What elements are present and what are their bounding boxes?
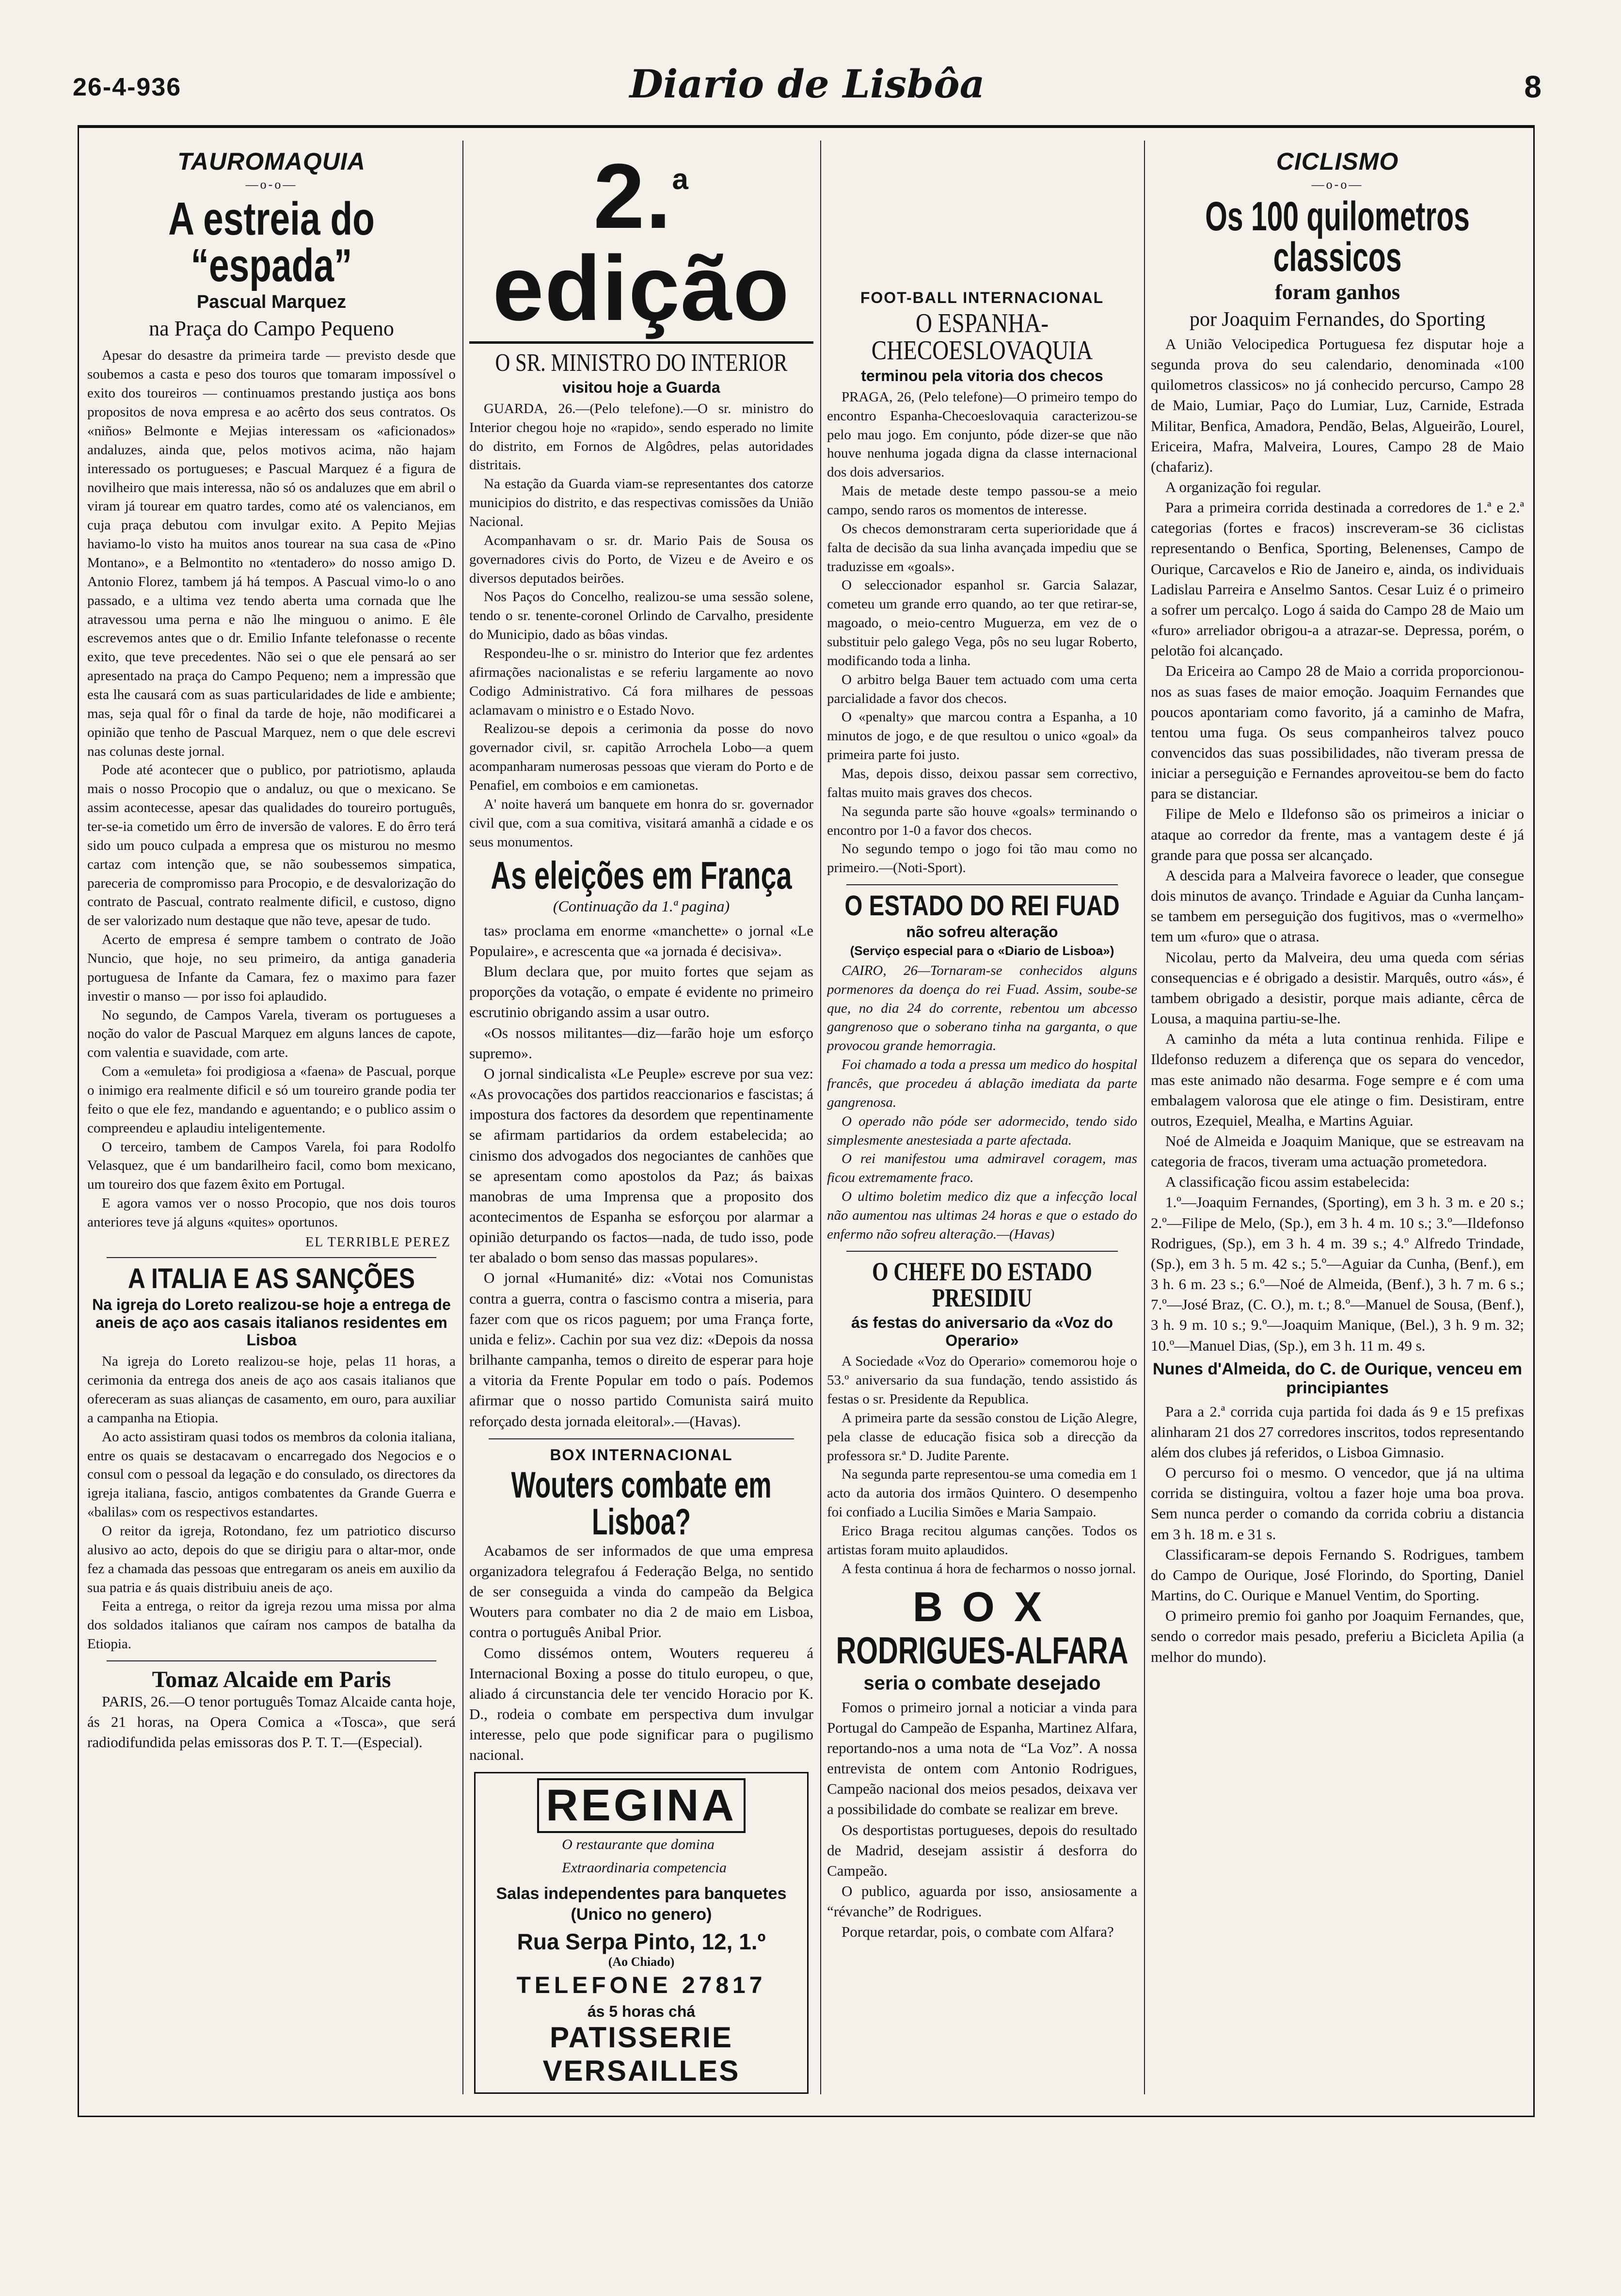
deck-italia: Na igreja do Loreto realizou-se hoje a entrega de aneis de aço aos casais italianos residentes em Lisboa bbox=[92, 1295, 451, 1349]
paragraph: Blum declara que, por muito fortes que sejam as proporções da votação, o empate é evidente no primeiro escrutinio obrigando assim a usar outro. bbox=[469, 963, 813, 1021]
headline-franca: As eleições em França bbox=[491, 854, 792, 897]
spacer bbox=[827, 141, 1137, 286]
paragraph: Respondeu-lhe o sr. ministro do Interior que fez ardentes afirmações nacionalistas e se referiu largamente ao novo Codigo Administrativo. Cá fora milhares de pessoas aclamavam o ministro e o Estado Novo. bbox=[469, 645, 813, 718]
paragraph: O percurso foi o mesmo. O vencedor, que já na ultima corrida se distinguira, voltou a fazer hoje uma boa prova. Sem nunca perder o comando da corrida cobriu a distancia em 3 h. 18 m. e 31 s. bbox=[1151, 1464, 1524, 1543]
paragraph: Na segunda parte representou-se uma comedia em 1 acto da autoria dos irmãos Quintero. O desempenho foi confiado a Lucilia Simões e Maria Sampaio. bbox=[827, 1467, 1137, 1520]
article-espanha bbox=[827, 388, 1137, 877]
paragraph: O seleccionador espanhol sr. Garcia Salazar, cometeu um grande erro quando, ao ter que retirar-se, magoado, o meio-centro Muguerza, em vez de o substituir pelo galego Vega, pôs no seu lugar Roberto, modificando toda a linha. bbox=[827, 577, 1137, 669]
paragraph: A primeira parte da sessão constou de Lição Alegre, pela classe de educação fisica sob a direcção da professora sr.ª D. Judite Parente. bbox=[827, 1410, 1137, 1464]
separator bbox=[846, 1251, 1118, 1252]
paragraph: A organização foi regular. bbox=[1165, 478, 1321, 495]
paragraph: Noé de Almeida e Joaquim Manique, que se estreavam na categoria de fracos, tiveram uma actuação prometedora. bbox=[1151, 1132, 1524, 1170]
ad-address: Rua Serpa Pinto, 12, 1.º bbox=[517, 1929, 766, 1955]
paragraph: A descida para a Malveira favorece o leader, que consegue dois minutos de avanço. Trindade e Aguiar da Cunha lançam-se tambem em perseguição dos fugitivos, mas o «vermelho» tem um «furo» que o atrasa. bbox=[1151, 866, 1524, 945]
paragraph: Para a 2.ª corrida cuja partida foi dada ás 9 e 15 prefixas alinharam 21 dos 27 corredores inscritos, todos representando além dos clubes já referidos, o Lisboa Gimnasio. bbox=[1151, 1403, 1524, 1461]
kicker-football: FOOT-BALL INTERNACIONAL bbox=[860, 289, 1104, 306]
paragraph: Nicolau, perto da Malveira, deu uma queda com sérias consequencias e é obrigado a desistir. Marquês, outro «ás», é tambem obrigado a desistir, porque mais adiante, cêrca de Lousa, a maquina partiu-se-lhe. bbox=[1151, 948, 1524, 1027]
ad-brand: REGINA bbox=[537, 1778, 746, 1833]
column-divider bbox=[1144, 141, 1145, 2094]
paragraph: Classificaram-se depois Fernando S. Rodrigues, tambem do Campo de Ourique, José Florindo, do Sporting, Daniel Martins, do C. Ourique e Manuel Ventim, do Sporting. bbox=[1151, 1546, 1524, 1604]
paragraph: No segundo, de Campos Varela, tiveram os portugueses a noção do valor de Pascual Marquez em alguns lances de capote, com valentia e suavidade, com arte. bbox=[87, 1007, 456, 1061]
paragraph: Da Ericeira ao Campo 28 de Maio a corrida proporcionou-nos as suas fases de maior emoção. Joaquim Fernandes que poucos apontariam como favorito, já a caminho de Mafra, tentou uma fuga. Os seus companheiros talvez pouco convencidos das suas possibilidades, não tiveram pressa de iniciar a perseguição e Fernandes aproveitou-se bem do facto para se distanciar. bbox=[1151, 662, 1524, 802]
article-principiantes bbox=[1151, 1402, 1524, 1667]
paragraph: O publico, aguarda por isso, ansiosamente a “révanche” de Rodrigues. bbox=[827, 1882, 1137, 1920]
masthead-title: Diario de Lisbôa bbox=[629, 61, 985, 107]
deck-vencedor: por Joaquim Fernandes, do Sporting bbox=[1189, 308, 1486, 331]
paragraph: Erico Braga recitou algumas canções. Todos os artistas foram muito aplaudidos. bbox=[827, 1523, 1137, 1558]
paragraph: Acerto de empresa é sempre tambem o contrato de João Nuncio, que hoje, no seu primeiro, da antiga ganaderia portuguesa de Infante da Camara, fez o maximo para fazer investir o manso — por isso foi aplaudido. bbox=[87, 932, 456, 1004]
box-heading: BOX bbox=[912, 1583, 1062, 1630]
ad-phone: TELEFONE 27817 bbox=[516, 1973, 766, 1999]
headline-espanha: O ESPANHA-CHECOESLOVAQUIA bbox=[871, 308, 1093, 366]
issue-date: 26-4-936 bbox=[73, 73, 182, 101]
column-divider bbox=[462, 141, 463, 2094]
ad-district: (Ao Chiado) bbox=[608, 1955, 675, 1969]
separator bbox=[469, 341, 813, 344]
deck-ministro: visitou hoje a Guarda bbox=[562, 379, 720, 396]
ornament: —o-o— bbox=[1311, 177, 1364, 191]
edition-number: 2. bbox=[593, 145, 672, 248]
paragraph: Acompanhavam o sr. dr. Mario Pais de Sousa os governadores civis do Porto, de Vizeu e de Aveiro e os diversos deputados beirões. bbox=[469, 532, 813, 586]
section-label: TAUROMAQUIA bbox=[177, 148, 366, 175]
paragraph: CAIRO, 26—Tornaram-se conhecidos alguns pormenores da doença do rei Fuad. Assim, soube-se que, no dia 24 do corrente, rebentou um abcesso gangrenoso que o soberano tinha na garganta, o que provocou grande hemorragia. bbox=[827, 962, 1137, 1054]
ornament: —o-o— bbox=[245, 177, 298, 191]
paragraph: Mais de metade deste tempo passou-se a meio campo, sendo raros os momentos de interesse. bbox=[827, 483, 1137, 518]
paragraph: tas» proclama em enorme «manchette» o jornal «Le Populaire», e acrescenta que «a jornada é decisiva». bbox=[469, 922, 813, 959]
paragraph: Como dissémos ontem, Wouters requereu á Internacional Boxing a posse do titulo europeu, o que, aliado á circunstancia dele ter vencido Horacio por K. D., rodeia o combate em perspectiva dum invulgar interesse, pelo que pode significar para o pugilismo nacional. bbox=[469, 1644, 813, 1764]
paragraph: Porque retardar, pois, o combate com Alfara? bbox=[842, 1923, 1114, 1941]
paragraph: Acabamos de ser informados de que uma empresa organizadora telegrafou á Federação Belga, no sentido de ser conseguida a vinda do campeão da Belgica Wouters para combater no dia 2 de maio em Lisboa, contra o português Anibal Prior. bbox=[469, 1542, 813, 1641]
article-alfara bbox=[827, 1697, 1137, 1943]
paragraph: O terceiro, tambem de Campos Varela, foi para Rodolfo Velasquez, que é um bandarilheiro facil, como bom mexicano, um toureiro dos que fazem êxito em Portugal. bbox=[87, 1139, 456, 1193]
headline-estreia: A estreia do “espada” bbox=[168, 193, 375, 291]
headline-ciclismo: Os 100 quilometros classicos bbox=[1205, 193, 1470, 280]
deck-campo-pequeno: na Praça do Campo Pequeno bbox=[149, 316, 394, 340]
headline-fuad: O ESTADO DO REI FUAD bbox=[844, 890, 1120, 922]
subhead-marquez: Pascual Marquez bbox=[196, 292, 347, 312]
deck-ganhos: foram ganhos bbox=[1275, 280, 1400, 304]
signature: EL TERRIBLE PEREZ bbox=[305, 1234, 451, 1250]
paragraph: Realizou-se depois a cerimonia da posse do novo governador civil, sr. capitão Arrochela Lobo—a quem acompanharam numerosas pessoas que vieram do Porto e de Penafiel, em comboios e em camionetas. bbox=[469, 721, 813, 793]
kicker-box: BOX INTERNACIONAL bbox=[550, 1446, 733, 1464]
paragraph: E agora vamos ver o nosso Procopio, que nos dois touros anteriores teve já alguns «quites» oportunos. bbox=[87, 1196, 456, 1230]
ad-tagline: Extraordinaria competencia bbox=[562, 1860, 727, 1876]
separator bbox=[107, 1660, 436, 1661]
headline-chefe-estado: O CHEFE DO ESTADO PRESIDIU bbox=[872, 1257, 1093, 1312]
paragraph: PARIS, 26.—O tenor português Tomaz Alcaide canta hoje, ás 21 horas, na Opera Comica a «Tosca», que será radiodifundida pelas emissoras dos P. T. T.—(Especial). bbox=[87, 1693, 456, 1751]
paragraph: O jornal «Humanité» diz: «Votai nos Comunistas contra a guerra, contra o fascismo contra a miseria, para fazer com que os ricos paguem; por uma França forte, unida e feliz». Cachin por sua vez diz: «Depois da nossa brilhante campanha, temos o direito de esperar para hoje a vitoria da Frente Popular em todo o país. Podemos afirmar que o nosso partido Comunista sairá muito reforçado desta jornada eleitoral».—(Havas). bbox=[469, 1269, 813, 1430]
column-divider bbox=[820, 141, 821, 2094]
paragraph: Fomos o primeiro jornal a noticiar a vinda para Portugal do Campeão de Espanha, Martinez Alfara, reportando-nos a uma nota de “La Voz”. A nossa entrevista de ontem com Antonio Rodrigues, Campeão nacional dos meios pesados, deixava ver a possibilidade do combate se realizar em breve. bbox=[827, 1698, 1137, 1818]
paragraph: Mas, depois disso, deixou passar sem correctivo, faltas muito mais graves dos checos. bbox=[827, 765, 1137, 800]
paragraph: O primeiro premio foi ganho por Joaquim Fernandes, que, sendo o corredor mais pesado, preferiu a Bicicleta Apilia (a melhor do mundo). bbox=[1151, 1607, 1524, 1665]
deck-fuad: não sofreu alteração bbox=[906, 923, 1058, 941]
article-ministro bbox=[469, 399, 813, 852]
column-ciclismo bbox=[1151, 141, 1524, 2094]
paragraph: A Sociedade «Voz do Operario» comemorou hoje o 53.º aniversario da sua fundação, tendo assistido ás festas o sr. Presidente da Republica. bbox=[827, 1354, 1137, 1407]
article-italia bbox=[87, 1352, 456, 1654]
section-label: CICLISMO bbox=[1276, 148, 1399, 175]
headline-italia: A ITALIA E AS SANÇÕES bbox=[127, 1262, 415, 1294]
deck-alfara: seria o combate desejado bbox=[863, 1672, 1101, 1694]
deck-chefe-estado: ás festas do aniversario da «Voz do Operario» bbox=[851, 1313, 1113, 1349]
paragraph: O operado não póde ser adormecido, tendo sido simplesmente anestesiada a parte afectada. bbox=[827, 1113, 1137, 1148]
article-fuad bbox=[827, 961, 1137, 1244]
article-ciclismo bbox=[1151, 334, 1524, 1356]
deck-franca: (Continuação da 1.ª pagina) bbox=[553, 897, 730, 915]
paragraph: O arbitro belga Bauer tem actuado com uma certa parcialidade a favor dos checos. bbox=[827, 671, 1137, 706]
page-header bbox=[73, 58, 1542, 112]
ad-taglines bbox=[562, 1833, 727, 1880]
headline-alcaide: Tomaz Alcaide em Paris bbox=[152, 1667, 391, 1693]
column-center-left bbox=[469, 141, 813, 2094]
subhead-principiantes: Nunes d'Almeida, do C. de Ourique, venceu em principiantes bbox=[1153, 1359, 1522, 1397]
paragraph: Na igreja do Loreto realizou-se hoje, pelas 11 horas, a cerimonia da entrega dos aneis de aço aos casais italianos que ofereceram as suas alianças de casamento, em ouro, para auxiliar a campanha na Etiopia. bbox=[87, 1354, 456, 1426]
paragraph: Com a «emuleta» foi prodigiosa a «faena» de Pascual, porque o inimigo era realmente dificil e só um toureiro grande podia ter feito o que ele fez, mandando e aguentando; e o publico assim o compreendeu e aplaudiu inteligentemente. bbox=[87, 1064, 456, 1136]
headline-alfara: RODRIGUES-ALFARA bbox=[836, 1628, 1128, 1672]
paragraph: Ao acto assistiram quasi todos os membros da colonia italiana, entre os quais se destacavam o encarregado dos Negocios e o consul com o pessoal da legação e do consulado, os directores da igreja italiana, fascio, antigos combatentes da Grande Guerra e «balilas» com os respectivos estandartes. bbox=[87, 1429, 456, 1520]
article-franca bbox=[469, 921, 813, 1432]
article-alcaide bbox=[87, 1691, 456, 1753]
paragraph: A classificação ficou assim estabelecida: bbox=[1165, 1173, 1410, 1191]
edition-banner bbox=[469, 145, 813, 340]
separator bbox=[107, 1257, 436, 1258]
service-note: (Serviço especial para o «Diario de Lisboa») bbox=[850, 943, 1114, 958]
paragraph: «Os nossos militantes—diz—farão hoje um esforço supremo». bbox=[469, 1024, 813, 1062]
article-wouters bbox=[469, 1541, 813, 1766]
headline-wouters: Wouters combate em Lisboa? bbox=[511, 1464, 772, 1543]
paragraph: Apesar do desastre da primeira tarde — previsto desde que soubemos a casta e peso dos touros que tomaram impossível o exito dos toureiros — continuamos prestando justiça aos bons propositos de nova empresa e ao acêrto dos seus contratos. Os «niños» Belmonte e Mejias interessam os «aficionados» andaluzes, ainda que, pelos motivos acima, não hajam interessado os portugueses; e Pascual Marquez é a figura de novilheiro que mais interessa, não só os andaluzes que em abril o viram já tourear em quatro tardes, como até os valencianos, em cuja praça debutou com invulgar exito. A Pepito Mejias haviamo-lo visto ha muitos anos tourear na sua casa de «Pino Montano», e a Belmontito no «tentadero» do nosso amigo D. Antonio Florez, tambem já há tempos. A Pascual vimo-lo o ano passado, e a ultima vez tendo aberta uma cornada que lhe atravessou uma perna e não lhe minguou o animo. E êle escrevemos antes que o dr. Emilio Infante telefonasse o recente exito, que teve precedentes. Não sei o que ele pensará ao ser apresentado na praça do Campo Pequeno; nem a impressão que esta lhe causará com as suas particularidades de lide e ambiente; mas, seja qual fôr o final da tarde de hoje, não modificarei a opinião que tenho de Pascual Marquez, nem o que dele escrevi nas colunas deste jornal. bbox=[87, 348, 456, 759]
page-number: 8 bbox=[1524, 69, 1542, 104]
classification-results: 1.º—Joaquim Fernandes, (Sporting), em 3 h. 3 m. e 20 s.; 2.º—Filipe de Melo, (Sp.), em 3 h. 4 m. 10 s.; 3.º—Ildefonso Rodrigues, (Sp.), em 3 h. 4 m. 39 s.; 4.º Alfredo Trindade, (Sp.), em 3 h. 5 m. 42 s.; 5.º—Aguiar da Cunha, (Benf.), em 3 h. 6 m. 23 s.; 6.º—Noé de Almeida, (Benf.), 3 h. 7 m. 6 s.; 7.º—José Braz, (C. O.), m. t.; 8.º—Manuel de Sousa, (Benf.), 3 h. 9 m. 10 s.; 9.º—Joaquim Manique, (Bel.), 3 h. 9 m. 32; 10.º—Manuel Dias, (Sp.), em 3 h. 11 m. 49 s. bbox=[1151, 1194, 1524, 1354]
paragraph: PRAGA, 26, (Pelo telefone)—O primeiro tempo do encontro Espanha-Checoeslovaquia caracterizou-se pelo mau jogo. Em conjunto, póde dizer-se que não houve nenhuma jogada digna da classe internacional dos dois adversarios. bbox=[827, 389, 1137, 480]
edition-ordinal: a bbox=[672, 163, 689, 195]
paragraph: O «penalty» que marcou contra a Espanha, a 10 minutos de jogo, e de que resultou o unico «goal» da primeira parte foi justo. bbox=[827, 709, 1137, 763]
paragraph: A União Velocipedica Portuguesa fez disputar hoje a segunda prova do seu calendario, denominada «100 quilometros classicos» no já conhecido percurso, Campo 28 de Maio, Lumiar, Paço do Lumiar, Luz, Carnide, Estrada Militar, Benfica, Amadora, Pendão, Belas, Algueirão, Lourel, Ericeira, Mafra, Malveira, Loures, Campo 28 de Maio (chafariz). bbox=[1151, 335, 1524, 475]
paragraph: Na segunda parte são houve «goals» terminando o encontro por 1-0 a favor dos checos. bbox=[827, 803, 1137, 838]
advertisement-regina bbox=[474, 1772, 809, 2094]
paragraph: O ultimo boletim medico diz que a infecção local não aumentou nas ultimas 24 horas e que o estado do enfermo não sofreu alteração.—(Havas) bbox=[827, 1189, 1137, 1242]
paragraph: Na estação da Guarda viam-se representantes dos catorze municipios do distrito, e das respectivas comissões da União Nacional. bbox=[469, 476, 813, 529]
paragraph: O reitor da igreja, Rotondano, fez um patriotico discurso alusivo ao acto, depois do que se dirigiu para o altar-mor, onde fez a chamada das pessoas que entregaram os aneis em auxilio da sua patria e ás quais distribuiu aneis de aço. bbox=[87, 1523, 456, 1595]
ad-hours: ás 5 horas chá bbox=[587, 2003, 696, 2021]
column-tauromaquia bbox=[87, 141, 456, 2094]
paragraph: A caminho da méta a luta continua renhida. Filipe e Ildefonso reduzem a diferença que os separa do vencedor, mas este animado não desarma. Foge sempre e é com uma embalagem valorosa que ele atinge o fim. Desistiram, entre outros, Ezequiel, Mealha, e Martins Aguiar. bbox=[1151, 1030, 1524, 1129]
deck-espanha: terminou pela vitoria dos checos bbox=[861, 367, 1103, 384]
ad-line: Salas independentes para banquetes (Unico no genero) bbox=[496, 1884, 787, 1924]
paragraph: Os checos demonstraram certa superioridade que á falta de decisão da sua linha avançada impediu que se traduzisse em «goals». bbox=[827, 521, 1137, 574]
separator bbox=[489, 1438, 794, 1439]
ad-patisserie: PATISSERIE VERSAILLES bbox=[542, 2021, 740, 2088]
paragraph: Pode até acontecer que o publico, por patriotismo, aplauda mais o nosso Procopio que o andaluz, ou que o mexicano. Se assim acontecesse, apesar das qualidades do toureiro português, ter-se-ia cometido um êrro de inversão de valores. E do êrro terá sido um pouco culpada a empresa que os misturou no mesmo cartaz com intenção que, se não soubessemos simpatica, pareceria de compromisso para Procopio, e de desvalorização do contrato de Pascual, contrato realmente dificil, e custoso, digno de ser valorizado num destaque que não teve, apesar de tudo. bbox=[87, 762, 456, 929]
paragraph: Os desportistas portugueses, depois do resultado de Madrid, desejam assistir á desforra do Campeão. bbox=[827, 1821, 1137, 1879]
paragraph: O rei manifestou uma admiravel coragem, mas ficou extremamente fraco. bbox=[827, 1151, 1137, 1186]
column-center-right bbox=[827, 141, 1137, 2094]
edition-word: edição bbox=[493, 237, 790, 340]
article-chefe-estado bbox=[827, 1352, 1137, 1578]
paragraph: A' noite haverá um banquete em honra do sr. governador civil que, com a sua comitiva, visitará amanhã a cidade e os seus monumentos. bbox=[469, 796, 813, 850]
paragraph: Filipe de Melo e Ildefonso são os primeiros a iniciar o ataque ao corredor da frente, mas a vantagem deste é já grande para que possa ser alcançado. bbox=[1151, 805, 1524, 863]
paragraph: O jornal sindicalista «Le Peuple» escreve por sua vez: «As provocações dos partidos reaccionarios e fascistas; á impostura dos factores da desordem que repentinamente se afirmam partidarios da ordem estabelecida; ao cinismo dos advogados dos negociantes de canhões que se apresentam como apostolos da Paz; ás baixas manobras de uma Imprensa que a proposito dos acontecimentos de Espanha se esforçou por alarmar a opinião deturpando os factos—nada, de tudo isso, pode ter abalado o bom senso das massas populares». bbox=[469, 1065, 813, 1266]
paragraph: A festa continua á hora de fecharmos o nosso jornal. bbox=[842, 1561, 1136, 1577]
article-estreia bbox=[87, 346, 456, 1231]
paragraph: Nos Paços do Concelho, realizou-se uma sessão solene, tendo o sr. tenente-coronel Orlindo de Carvalho, presidente do Municipio, dado as bôas vindas. bbox=[469, 589, 813, 643]
paragraph: Para a primeira corrida destinada a corredores de 1.ª e 2.ª categorias (fortes e fracos) inscreveram-se 36 ciclistas representando o Benfica, Sporting, Belenenses, Campo de Ourique, Carcavelos e Rio de Janeiro e, ainda, os individuais Ladislau Parreira e Anselmo Santos. Cesar Luiz é o primeiro a sofrer um percalço. Logo á saida do Campo 28 de Maio um «furo» arreliador obrigou-a a atrazar-se. Depressa, porém, o pelotão foi alcançado. bbox=[1151, 499, 1524, 659]
ad-tagline: O restaurante que domina bbox=[562, 1836, 715, 1853]
paragraph: No segundo tempo o jogo foi tão mau como no primeiro.—(Noti-Sport). bbox=[827, 841, 1137, 876]
separator bbox=[846, 884, 1118, 885]
headline-ministro: O SR. MINISTRO DO INTERIOR bbox=[495, 349, 788, 377]
paragraph: Feita a entrega, o reitor da igreja rezou uma missa por alma dos soldados italianos que caíram nos campos de batalha da Etiopia. bbox=[87, 1598, 456, 1652]
paragraph: GUARDA, 26.—(Pelo telefone).—O sr. ministro do Interior chegou hoje no «rapido», sendo esperado no limite do distrito, em Fornos de Algôdres, pelas autoridades distritais. bbox=[469, 400, 813, 473]
paragraph: Foi chamado a toda a pressa um medico do hospital francês, que procedeu á ablação imediata da parte gangrenosa. bbox=[827, 1057, 1137, 1110]
